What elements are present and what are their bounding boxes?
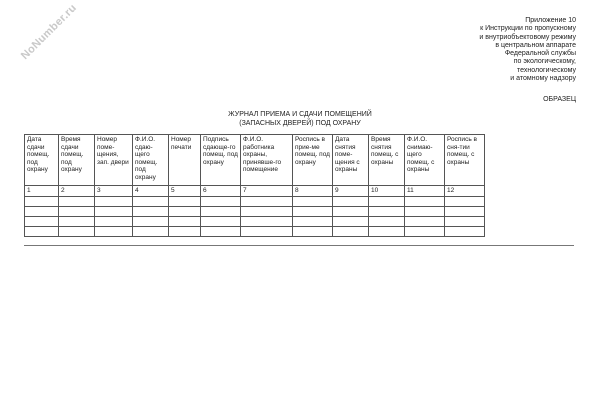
table-cell xyxy=(59,197,95,207)
table-row xyxy=(25,227,485,237)
table-cell xyxy=(133,217,169,227)
table-cell xyxy=(201,207,241,217)
column-number: 11 xyxy=(405,186,445,197)
appendix-line: и атомному надзору xyxy=(510,75,576,83)
table-cell xyxy=(59,207,95,217)
column-header: Номер печати xyxy=(169,135,201,186)
table-cell xyxy=(201,197,241,207)
table-cell xyxy=(169,227,201,237)
table-cell xyxy=(95,197,133,207)
column-header: Подпись сдающе-го помещ. под охрану xyxy=(201,135,241,186)
appendix-line: Федеральной службы xyxy=(504,50,576,58)
column-number: 7 xyxy=(241,186,293,197)
table-row xyxy=(25,207,485,217)
appendix-line: по экологическому, xyxy=(513,58,576,66)
watermark: NoNumber.ru xyxy=(18,1,80,63)
column-number: 2 xyxy=(59,186,95,197)
table-cell xyxy=(95,217,133,227)
appendix-line: и внутриобъектовому режиму xyxy=(479,33,576,41)
table-cell xyxy=(169,197,201,207)
table-cell xyxy=(25,217,59,227)
journal-table xyxy=(24,134,485,237)
table-cell xyxy=(95,227,133,237)
appendix-line: технологическому xyxy=(517,66,576,74)
column-header: Ф.И.О. сдаю-щего помещ. под охрану xyxy=(133,135,169,186)
table-cell xyxy=(241,207,293,217)
table-cell xyxy=(333,207,369,217)
table-cell xyxy=(445,227,485,237)
title-line-2: (ЗАПАСНЫХ ДВЕРЕЙ) ПОД ОХРАНУ xyxy=(239,120,361,127)
table-cell xyxy=(333,197,369,207)
table-cell xyxy=(293,207,333,217)
header-row xyxy=(25,135,485,186)
column-number: 9 xyxy=(333,186,369,197)
table-cell xyxy=(405,197,445,207)
table-cell xyxy=(169,217,201,227)
table-cell xyxy=(293,217,333,227)
column-header: Дата снятия поме-щения с охраны xyxy=(333,135,369,186)
table-cell xyxy=(25,227,59,237)
table-cell xyxy=(369,207,405,217)
table-cell xyxy=(59,227,95,237)
table-cell xyxy=(405,207,445,217)
column-header: Ф.И.О. работника охраны, принявше-го помещение xyxy=(241,135,293,186)
column-number: 10 xyxy=(369,186,405,197)
column-number: 4 xyxy=(133,186,169,197)
column-header: Время сдачи помещ. под охрану xyxy=(59,135,95,186)
column-number: 6 xyxy=(201,186,241,197)
table-cell xyxy=(25,197,59,207)
table-cell xyxy=(133,227,169,237)
sample-label: ОБРАЗЕЦ xyxy=(543,96,576,103)
column-header: Роспись в прие-ме помещ. под охрану xyxy=(293,135,333,186)
page-divider xyxy=(24,245,574,246)
column-header: Время снятия помещ. с охраны xyxy=(369,135,405,186)
column-number: 1 xyxy=(25,186,59,197)
table-cell xyxy=(241,197,293,207)
table-cell xyxy=(241,217,293,227)
table-cell xyxy=(59,217,95,227)
document-title xyxy=(0,110,600,128)
table-cell xyxy=(169,207,201,217)
column-header: Номер поме-щения, зап. двери xyxy=(95,135,133,186)
table-row xyxy=(25,217,485,227)
table-cell xyxy=(369,217,405,227)
table-cell xyxy=(333,217,369,227)
column-number: 3 xyxy=(95,186,133,197)
table-cell xyxy=(445,207,485,217)
table-cell xyxy=(445,217,485,227)
column-number: 8 xyxy=(293,186,333,197)
column-header: Дата сдачи помещ. под охрану xyxy=(25,135,59,186)
table-cell xyxy=(405,227,445,237)
table-cell xyxy=(293,197,333,207)
table-row xyxy=(25,197,485,207)
column-number-row xyxy=(25,186,485,197)
table-cell xyxy=(405,217,445,227)
appendix-note xyxy=(356,17,576,83)
table-cell xyxy=(95,207,133,217)
title-line-1: ЖУРНАЛ ПРИЕМА И СДАЧИ ПОМЕЩЕНИЙ xyxy=(228,111,372,118)
table-cell xyxy=(25,207,59,217)
table-cell xyxy=(201,227,241,237)
table-cell xyxy=(133,197,169,207)
column-header: Ф.И.О. снимаю-щего помещ. с охраны xyxy=(405,135,445,186)
column-number: 5 xyxy=(169,186,201,197)
table-cell xyxy=(445,197,485,207)
appendix-line: в центральном аппарате xyxy=(495,41,576,49)
table-cell xyxy=(133,207,169,217)
table-cell xyxy=(333,227,369,237)
table-cell xyxy=(369,227,405,237)
column-number: 12 xyxy=(445,186,485,197)
table-cell xyxy=(241,227,293,237)
table-cell xyxy=(293,227,333,237)
table-cell xyxy=(201,217,241,227)
appendix-line: к Инструкции по пропускному xyxy=(480,25,576,33)
table-cell xyxy=(369,197,405,207)
column-header: Роспись в сня-тии помещ. с охраны xyxy=(445,135,485,186)
appendix-line: Приложение 10 xyxy=(525,17,576,24)
